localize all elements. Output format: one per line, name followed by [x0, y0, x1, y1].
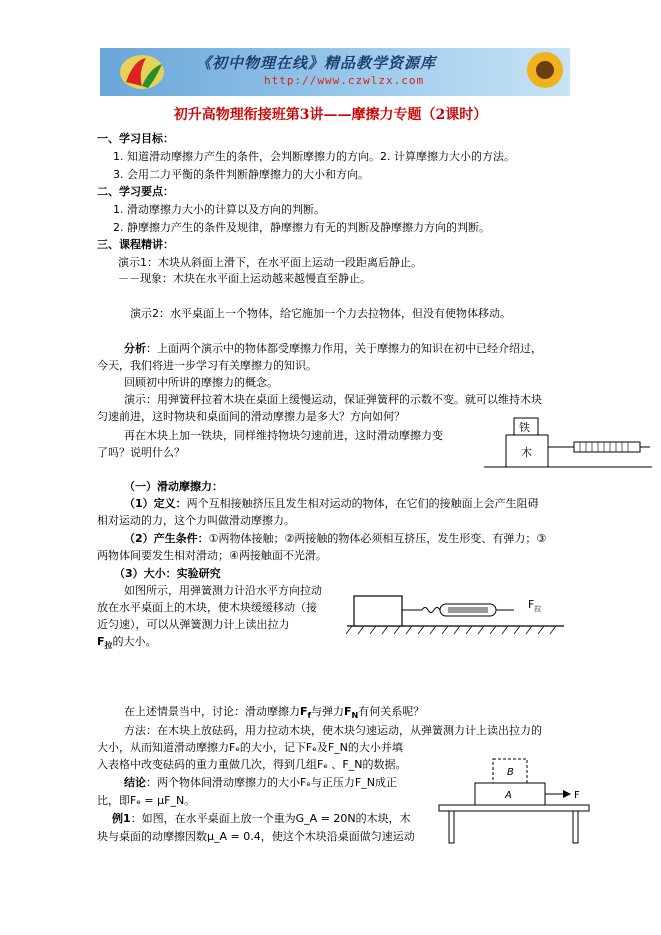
- fig3-block-b-label: B: [507, 767, 514, 778]
- section-3-heading: 三、课程精讲：: [97, 238, 174, 251]
- example-line-1: 例1：如图，在水平桌面上放一个重为G_A = 20N的木块，木: [112, 812, 411, 825]
- discussion-line: 在上述情景当中，讨论：滑动摩擦力$F_f$与弹力$F_N$有何关系呢？: [124, 705, 425, 721]
- analysis-line-2: 今天，我们将进一步学习有关摩擦力的知识。: [97, 359, 317, 372]
- point-line-2: 2. 静摩擦力产生的条件及规律，静摩擦力有无的判断及静摩擦力方向的判断。: [113, 221, 490, 234]
- goal-line-2: 3. 会用二力平衡的条件判断静摩擦力的大小和方向。: [113, 168, 369, 181]
- demo-1: 演示1：木块从斜面上滑下，在水平面上运动一段距离后静止。: [118, 256, 422, 269]
- analysis-line-7: 了吗？说明什么？: [97, 446, 185, 459]
- logo-icon: [112, 52, 172, 92]
- condition-line-2: 两物体间要发生相对滑动；④两接触面不光滑。: [97, 549, 327, 562]
- analysis-line-4: 演示：用弹簧秤拉着木块在桌面上缓慢运动，保证弹簧秤的示数不变。就可以维持木块: [124, 393, 542, 406]
- page-title: 初升高物理衔接班第3讲——摩擦力专题（2课时）: [173, 107, 488, 123]
- method-line-3: 入表格中改变砝码的重力重做几次，得到几组Fₑ 、F_N的数据。: [97, 758, 407, 771]
- method-line-2: 大小，从而知道滑动摩擦力Fₑ的大小，记下Fₑ及F_N的大小并填: [97, 741, 403, 754]
- section-1-heading: 一、学习目标：: [97, 132, 174, 145]
- fig1-iron-label: 铁: [519, 421, 530, 434]
- size-heading: （3）大小：实验研究: [114, 567, 221, 580]
- sunflower-icon: [515, 48, 570, 96]
- condition-line-1: （2）产生条件：①两物体接触；②两接触的物体必须相互挤压，发生形变、有弹力；③: [124, 532, 547, 545]
- method-line-1: 方法：在木块上放砝码，用力拉动木块，使木块匀速运动，从弹簧测力计上读出拉力的: [124, 724, 542, 737]
- experiment-line-4: $F_拉$的大小。: [97, 635, 157, 651]
- analysis-line-5: 匀速前进，这时物块和桌面间的滑动摩擦力是多大？方向如何？: [97, 410, 405, 423]
- banner-title: 《初中物理在线》精品教学资源库: [196, 54, 437, 72]
- definition-line-1: （1）定义：两个互相接触挤压且发生相对运动的物体，在它们的接触面上会产生阻碍: [124, 497, 539, 510]
- demo-1-phenomenon: －－现象：木块在水平面上运动越来越慢直至静止。: [118, 272, 371, 285]
- figure-blocks-table: [435, 755, 605, 845]
- conclusion-line-1: 结论：两个物体间滑动摩擦力的大小Fₑ与正压力F_N成正: [124, 776, 397, 789]
- experiment-line-2: 放在水平桌面上的木块，使木块缓缓移动（接: [97, 601, 317, 614]
- figure-iron-wood: [484, 415, 654, 470]
- conclusion-line-2: 比，即Fₑ = μF_N。: [97, 794, 196, 807]
- fig3-block-a-label: A: [505, 790, 512, 801]
- fig2-force-label: $F_拉$: [528, 598, 542, 613]
- goal-line-1: 1. 知道滑动摩擦力产生的条件，会判断摩擦力的方向。2. 计算摩擦力大小的方法。: [113, 150, 515, 163]
- point-line-1: 1. 滑动摩擦力大小的计算以及方向的判断。: [113, 203, 325, 216]
- fig3-force-label: F: [574, 790, 580, 801]
- experiment-line-3: 近匀速），可以从弹簧测力计上读出拉力: [97, 618, 290, 631]
- figure-spring-scale: [342, 588, 567, 638]
- example-line-2: 块与桌面的动摩擦因数μ_A = 0.4，使这个木块沿桌面做匀速运动: [97, 830, 415, 843]
- demo-2: 演示2：水平桌面上一个物体，给它施加一个力去拉物体，但没有使物体移动。: [130, 307, 511, 320]
- fig1-wood-label: 木: [521, 446, 532, 459]
- banner-url: http://www.czwlzx.com: [264, 74, 425, 87]
- definition-line-2: 相对运动的力，这个力叫做滑动摩擦力。: [97, 514, 295, 527]
- analysis-line-1: 分析：上面两个演示中的物体都受摩擦力作用，关于摩擦力的知识在初中已经介绍过，: [124, 342, 542, 355]
- analysis-line-3: 回顾初中所讲的摩擦力的概念。: [124, 376, 278, 389]
- experiment-line-1: 如图所示，用弹簧测力计沿水平方向拉动: [124, 584, 322, 597]
- analysis-line-6: 再在木块上加一铁块，同样维持物块匀速前进，这时滑动摩擦力变: [124, 429, 443, 442]
- sliding-heading: （一）滑动摩擦力：: [124, 480, 223, 493]
- header-banner: [100, 48, 570, 96]
- section-2-heading: 二、学习要点：: [97, 185, 174, 198]
